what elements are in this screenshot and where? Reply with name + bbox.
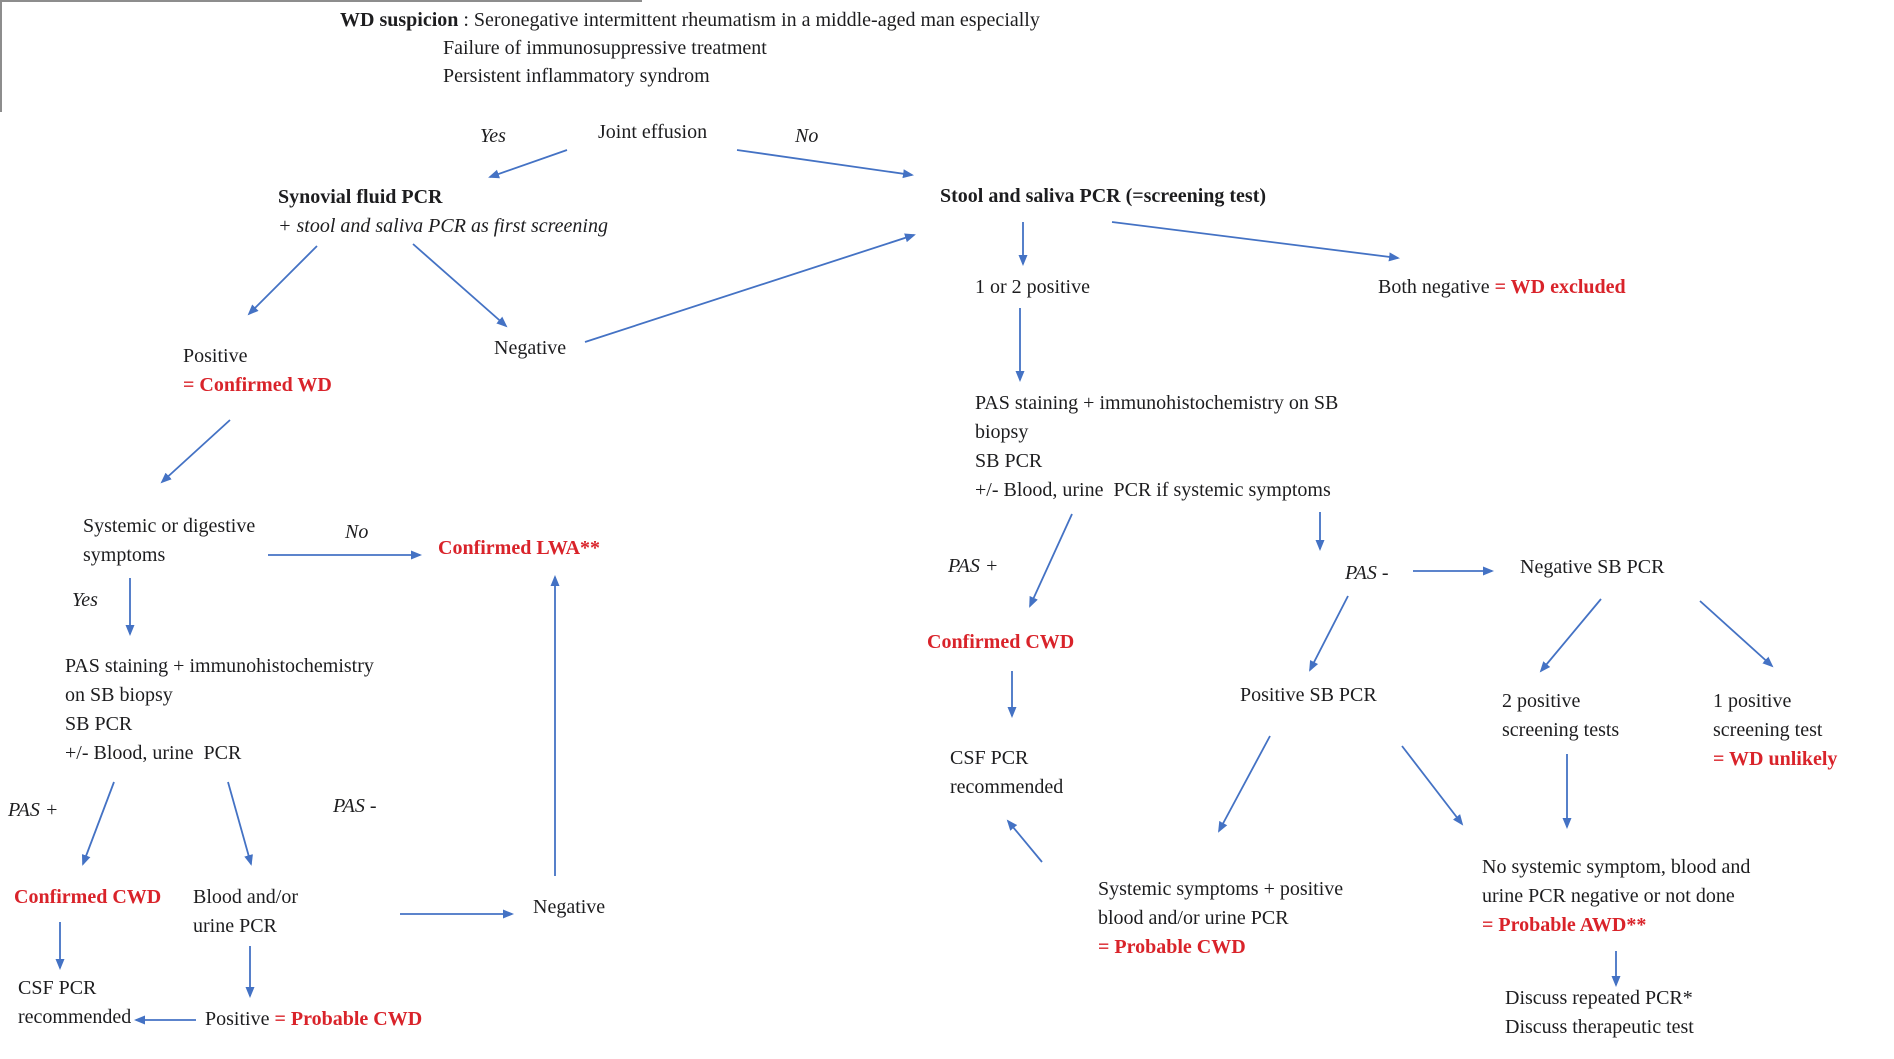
arrow-synovial-to-positive (249, 246, 317, 314)
figure-crop-border-top (0, 0, 642, 2)
node-confirmed-lwa: Confirmed LWA** (438, 537, 601, 559)
node-confirmed-cwd-left: Confirmed CWD (14, 886, 162, 908)
arrow-joint-effusion-to-synovial (490, 150, 567, 177)
node-synovial-positive-confirmed-wd: Positive = Confirmed WD (183, 345, 332, 396)
node-two-positive-screening: 2 positive screening tests (1502, 690, 1620, 741)
node-systemic-no-label: No (345, 521, 369, 543)
node-positive-sb-pcr: Positive SB PCR (1240, 684, 1377, 706)
node-joint-effusion-no: No (795, 125, 819, 147)
node-positive-probable-cwd-left: Positive = Probable CWD (205, 1008, 423, 1030)
node-synovial-negative: Negative (494, 337, 567, 359)
node-systemic-or-digestive-symptoms: Systemic or digestive symptoms (83, 515, 256, 566)
node-csf-pcr-recommended-right: CSF PCR recommended (950, 747, 1064, 798)
node-systemic-symptoms-probable-cwd: Systemic symptoms + positive blood and/or urine PCR = Probable CWD (1098, 878, 1344, 958)
node-no-systemic-probable-awd: No systemic symptom, blood and urine PCR negative or not done = Probable AWD** (1482, 856, 1751, 936)
arrow-confirmed-wd-to-systemic (162, 420, 230, 482)
arrow-synovial-to-negative (413, 244, 506, 326)
node-pas-workup-right: PAS staining + immunohistochemistry on SB biopsy SB PCR +/- Blood, urine PCR if systemic symptoms (975, 392, 1339, 501)
node-blood-urine-negative: Negative (533, 896, 606, 918)
node-pas-minus-right: PAS - (1345, 562, 1389, 584)
node-confirmed-cwd-right: Confirmed CWD (927, 631, 1075, 653)
node-one-or-two-positive: 1 or 2 positive (975, 276, 1090, 298)
arrow-pas-minus-to-positive-sb (1310, 596, 1348, 670)
node-negative-sb-pcr: Negative SB PCR (1520, 556, 1665, 578)
arrow-positive-sb-to-systemic (1219, 736, 1270, 831)
node-stool-saliva-pcr: Stool and saliva PCR (=screening test) (940, 185, 1267, 207)
arrow-pas-left-to-confirmed-cwd (83, 782, 114, 864)
arrow-stool-saliva-to-both-negative (1112, 222, 1398, 258)
node-wd-suspicion-header: WD suspicion : Seronegative intermittent rheumatism in a middle-aged man especially (340, 9, 1040, 31)
node-pas-plus-right: PAS + (948, 555, 999, 577)
figure-crop-border-left (0, 0, 2, 112)
node-header-line-2: Failure of immunosuppressive treatment (443, 37, 767, 59)
node-joint-effusion-yes: Yes (480, 125, 506, 147)
node-synovial-fluid-pcr: Synovial fluid PCR + stool and saliva PCR as first screening (278, 186, 608, 237)
arrow-pas-right-to-confirmed-cwd (1030, 514, 1072, 606)
arrow-systemic-to-csf (1008, 821, 1042, 862)
arrow-positive-sb-to-no-systemic (1402, 746, 1462, 824)
arrow-negative-sb-to-one-positive (1700, 601, 1772, 666)
node-pas-workup-left: PAS staining + immunohistochemistry on SB biopsy SB PCR +/- Blood, urine PCR (65, 655, 374, 764)
arrow-pas-left-to-blood-urine (228, 782, 251, 864)
node-discuss-options: Discuss repeated PCR* Discuss therapeutic test (1505, 987, 1694, 1038)
node-pas-minus-left: PAS - (333, 795, 377, 817)
arrow-negative-to-stool-saliva (585, 235, 914, 342)
node-both-negative-wd-excluded: Both negative = WD excluded (1378, 276, 1626, 298)
arrow-joint-effusion-to-stool-saliva (737, 150, 912, 175)
node-blood-urine-pcr-left: Blood and/or urine PCR (193, 886, 298, 937)
arrow-negative-sb-to-two-positive (1541, 599, 1601, 671)
node-csf-pcr-recommended-left: CSF PCR recommended (18, 977, 132, 1028)
node-one-positive-screening-wd-unlikely: 1 positive screening test = WD unlikely (1713, 690, 1838, 770)
node-pas-plus-left: PAS + (8, 799, 59, 821)
node-systemic-yes-label: Yes (72, 589, 98, 611)
node-joint-effusion: Joint effusion (598, 121, 708, 143)
node-header-line-3: Persistent inflammatory syndrom (443, 65, 710, 87)
